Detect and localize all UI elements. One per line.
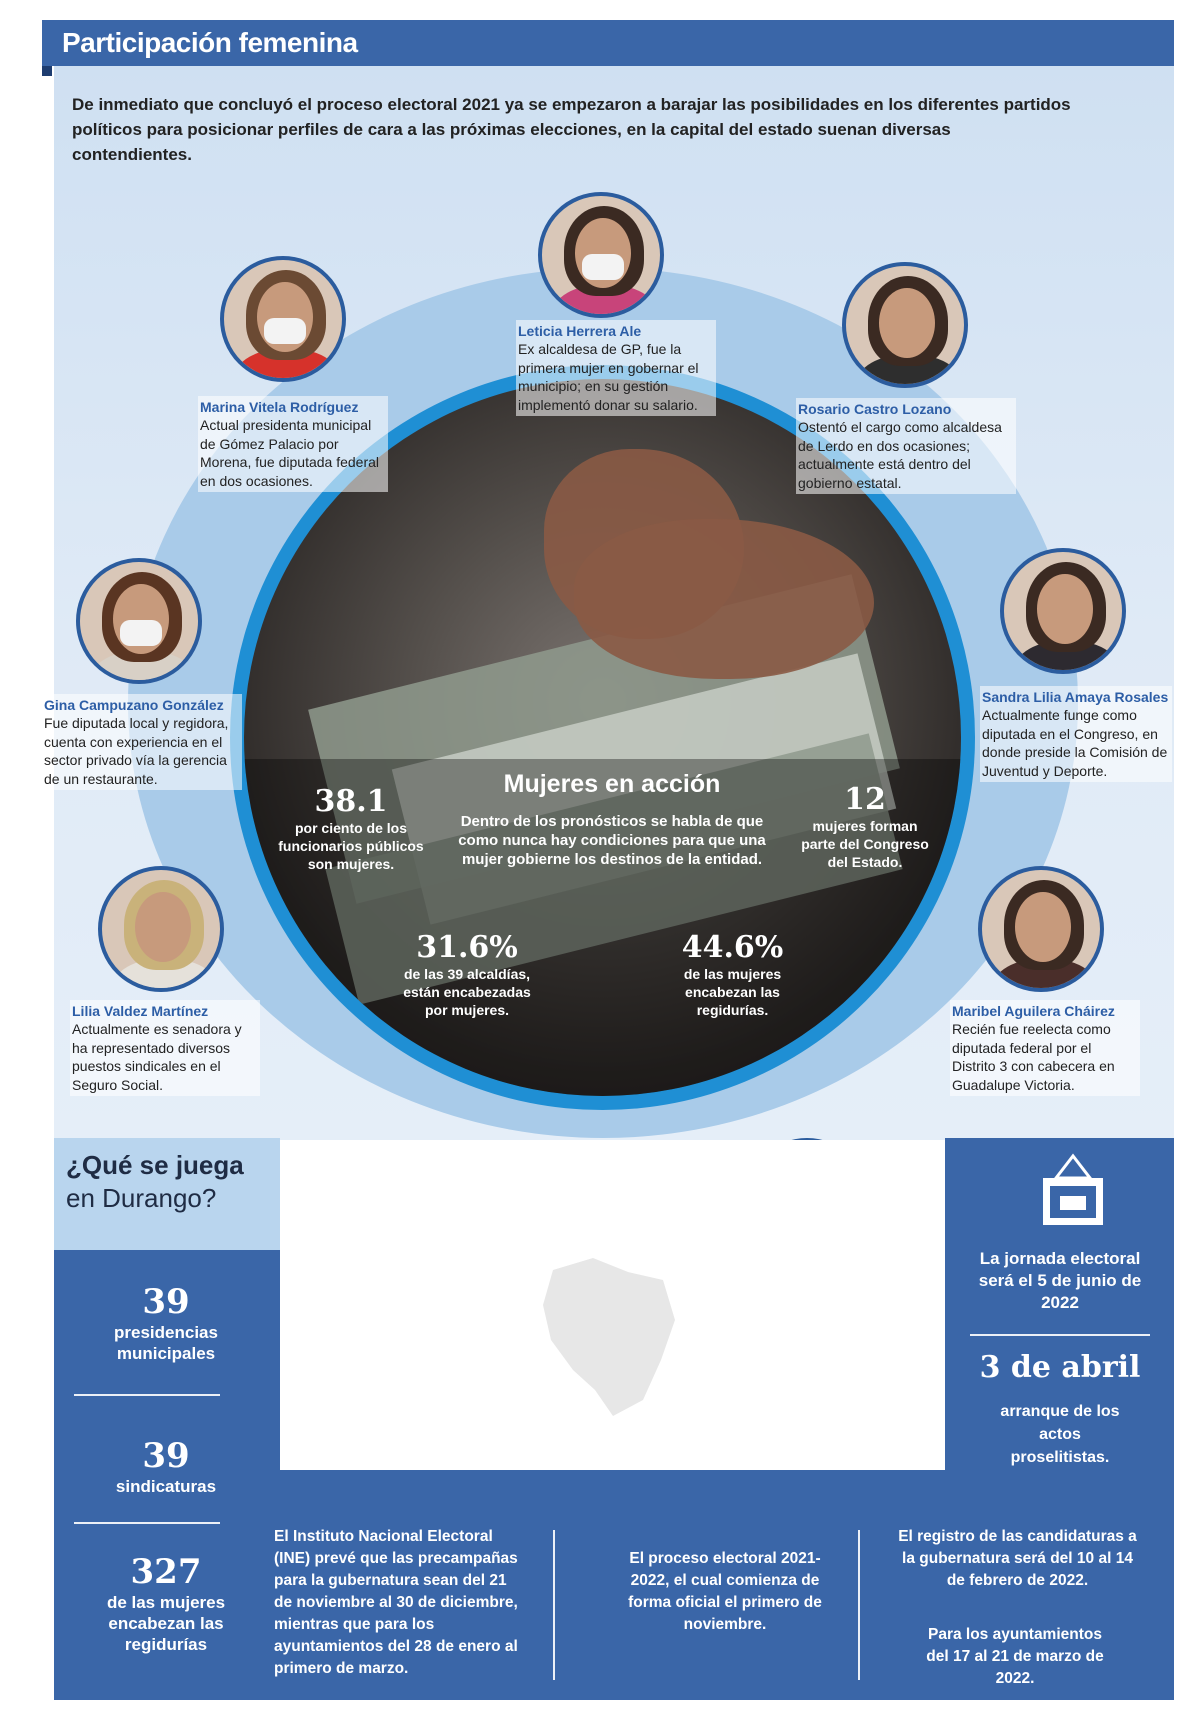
campaign-start-label: arranque de los actos proselitistas.: [1000, 1403, 1120, 1466]
divider: [858, 1530, 860, 1680]
bio-sandra-amaya: [980, 686, 1172, 782]
divider: [74, 1394, 220, 1396]
stat-number: 39: [142, 1282, 190, 1322]
stakes-sindicaturas: [66, 1436, 266, 1497]
person-bio: Actualmente funge como diputada en el Congreso, en donde preside la Comisión de Juventud y Deporte.: [982, 707, 1168, 779]
stat-label: sindicaturas: [115, 1477, 217, 1496]
stat-label: de las mujeres encabezan las regidurías.: [683, 966, 782, 1018]
person-bio: Fue diputada local y regidora, cuenta con experiencia en el sector privado vía la gerencia de un restaurante.: [44, 715, 229, 787]
stat-number: 39: [142, 1436, 190, 1476]
person-bio: Actualmente es senadora y ha representado diversos puestos sindicales en el Seguro Social.: [72, 1021, 242, 1093]
divider: [553, 1530, 555, 1680]
ine-precampaign-text: El Instituto Nacional Electoral (INE) prevé que las precampañas para la gubernatura sean del 21 de noviembre al 30 de diciembre, mientras que para los ayuntamientos del 28 de enero al primero de marzo.: [274, 1528, 518, 1677]
person-bio: Ex alcaldesa de GP, fue la primera mujer en gobernar el municipio; en su gestión implementó donar su salario.: [518, 341, 699, 413]
title-notch: [42, 66, 52, 76]
stat-percent-officials: [276, 784, 426, 873]
stakes-presidencias: [66, 1282, 266, 1364]
bio-lilia-valdez: [70, 1000, 260, 1096]
stat-mayoralties: [392, 930, 542, 1019]
registry-text: El registro de las candidaturas a la gubernatura será del 10 al 14 de febrero de 2022.: [898, 1528, 1137, 1589]
bio-leticia-herrera: [516, 320, 716, 416]
person-name: Lilia Valdez Martínez: [72, 1003, 209, 1019]
portrait-gina-campuzano: [76, 558, 202, 684]
stat-number: 38.1: [314, 784, 388, 819]
election-date: La jornada electoral será el 5 de junio de 2022: [978, 1249, 1142, 1312]
stakes-subtitle: en Durango?: [66, 1183, 217, 1213]
stat-number: 31.6%: [416, 930, 518, 965]
stat-label: mujeres forman parte del Congreso del Estado.: [801, 818, 929, 870]
bio-marina-vitela: [198, 396, 388, 492]
stakes-regidurias: [66, 1552, 266, 1655]
person-bio: Actual presidenta municipal de Gómez Palacio por Morena, fue diputada federal en dos ocasiones.: [200, 417, 380, 489]
portrait-leticia-herrera: [538, 192, 664, 318]
portrait-maribel-aguilera: [978, 866, 1104, 992]
person-name: Gina Campuzano González: [44, 697, 224, 713]
bio-gina-campuzano: [42, 694, 242, 790]
person-bio: Recién fue reelecta como diputada federal por el Distrito 3 con cabecera en Guadalupe Victoria.: [952, 1021, 1115, 1093]
ayuntamientos-registry-text: Para los ayuntamientos del 17 al 21 de marzo de 2022.: [926, 1626, 1104, 1687]
person-name: Maribel Aguilera Cháirez: [952, 1003, 1115, 1019]
person-name: Leticia Herrera Ale: [518, 323, 642, 339]
stakes-title: ¿Qué se juega: [66, 1150, 244, 1180]
portrait-lilia-valdez: [98, 866, 224, 992]
bio-maribel-aguilera: [950, 1000, 1140, 1096]
portrait-rosario-castro: [842, 262, 968, 388]
stat-number: 44.6%: [681, 930, 784, 965]
stat-number: 327: [130, 1552, 202, 1592]
center-text: Dentro de los pronósticos se habla de que como nunca hay condiciones para que una mujer gobierne los destinos de la entidad.: [458, 813, 766, 868]
page-title: Participación femenina: [62, 27, 358, 58]
portrait-marina-vitela: [220, 256, 346, 382]
person-name: Marina Vitela Rodríguez: [200, 399, 359, 415]
person-name: Sandra Lilia Amaya Rosales: [982, 689, 1169, 705]
person-bio: Ostentó el cargo como alcaldesa de Lerdo en dos ocasiones; actualmente está dentro del gobierno estatal.: [798, 419, 1002, 491]
divider: [74, 1522, 220, 1524]
stat-number: 12: [844, 782, 886, 817]
portrait-sandra-amaya: [1000, 548, 1126, 674]
title-bar: [42, 20, 1174, 66]
campaign-start-date: 3 de abril: [979, 1350, 1141, 1385]
stat-label: presidencias municipales: [114, 1323, 218, 1363]
stat-regidurias: [655, 930, 810, 1019]
person-name: Rosario Castro Lozano: [798, 401, 952, 417]
durango-map-icon: [533, 1250, 683, 1420]
ballot-box-icon: [1040, 1150, 1106, 1228]
center-title: Mujeres en acción: [503, 770, 721, 798]
bio-rosario-castro: [796, 398, 1016, 494]
stat-label: de las 39 alcaldías, están encabezadas por mujeres.: [403, 966, 531, 1018]
divider: [970, 1334, 1150, 1336]
stat-label: por ciento de los funcionarios públicos son mujeres.: [278, 820, 424, 872]
stat-label: de las mujeres encabezan las regidurías: [106, 1593, 226, 1654]
stat-congress-women: [795, 782, 935, 871]
intro-text: De inmediato que concluyó el proceso electoral 2021 ya se empezaron a barajar las posibilidades en los diferentes partidos políticos para posicionar perfiles de cara a las próximas elecciones, en la capital del estado suenan diversas contendientes.: [72, 95, 1071, 164]
electoral-process-text: El proceso electoral 2021-2022, el cual comienza de forma oficial el primero de noviembre.: [628, 1550, 822, 1633]
